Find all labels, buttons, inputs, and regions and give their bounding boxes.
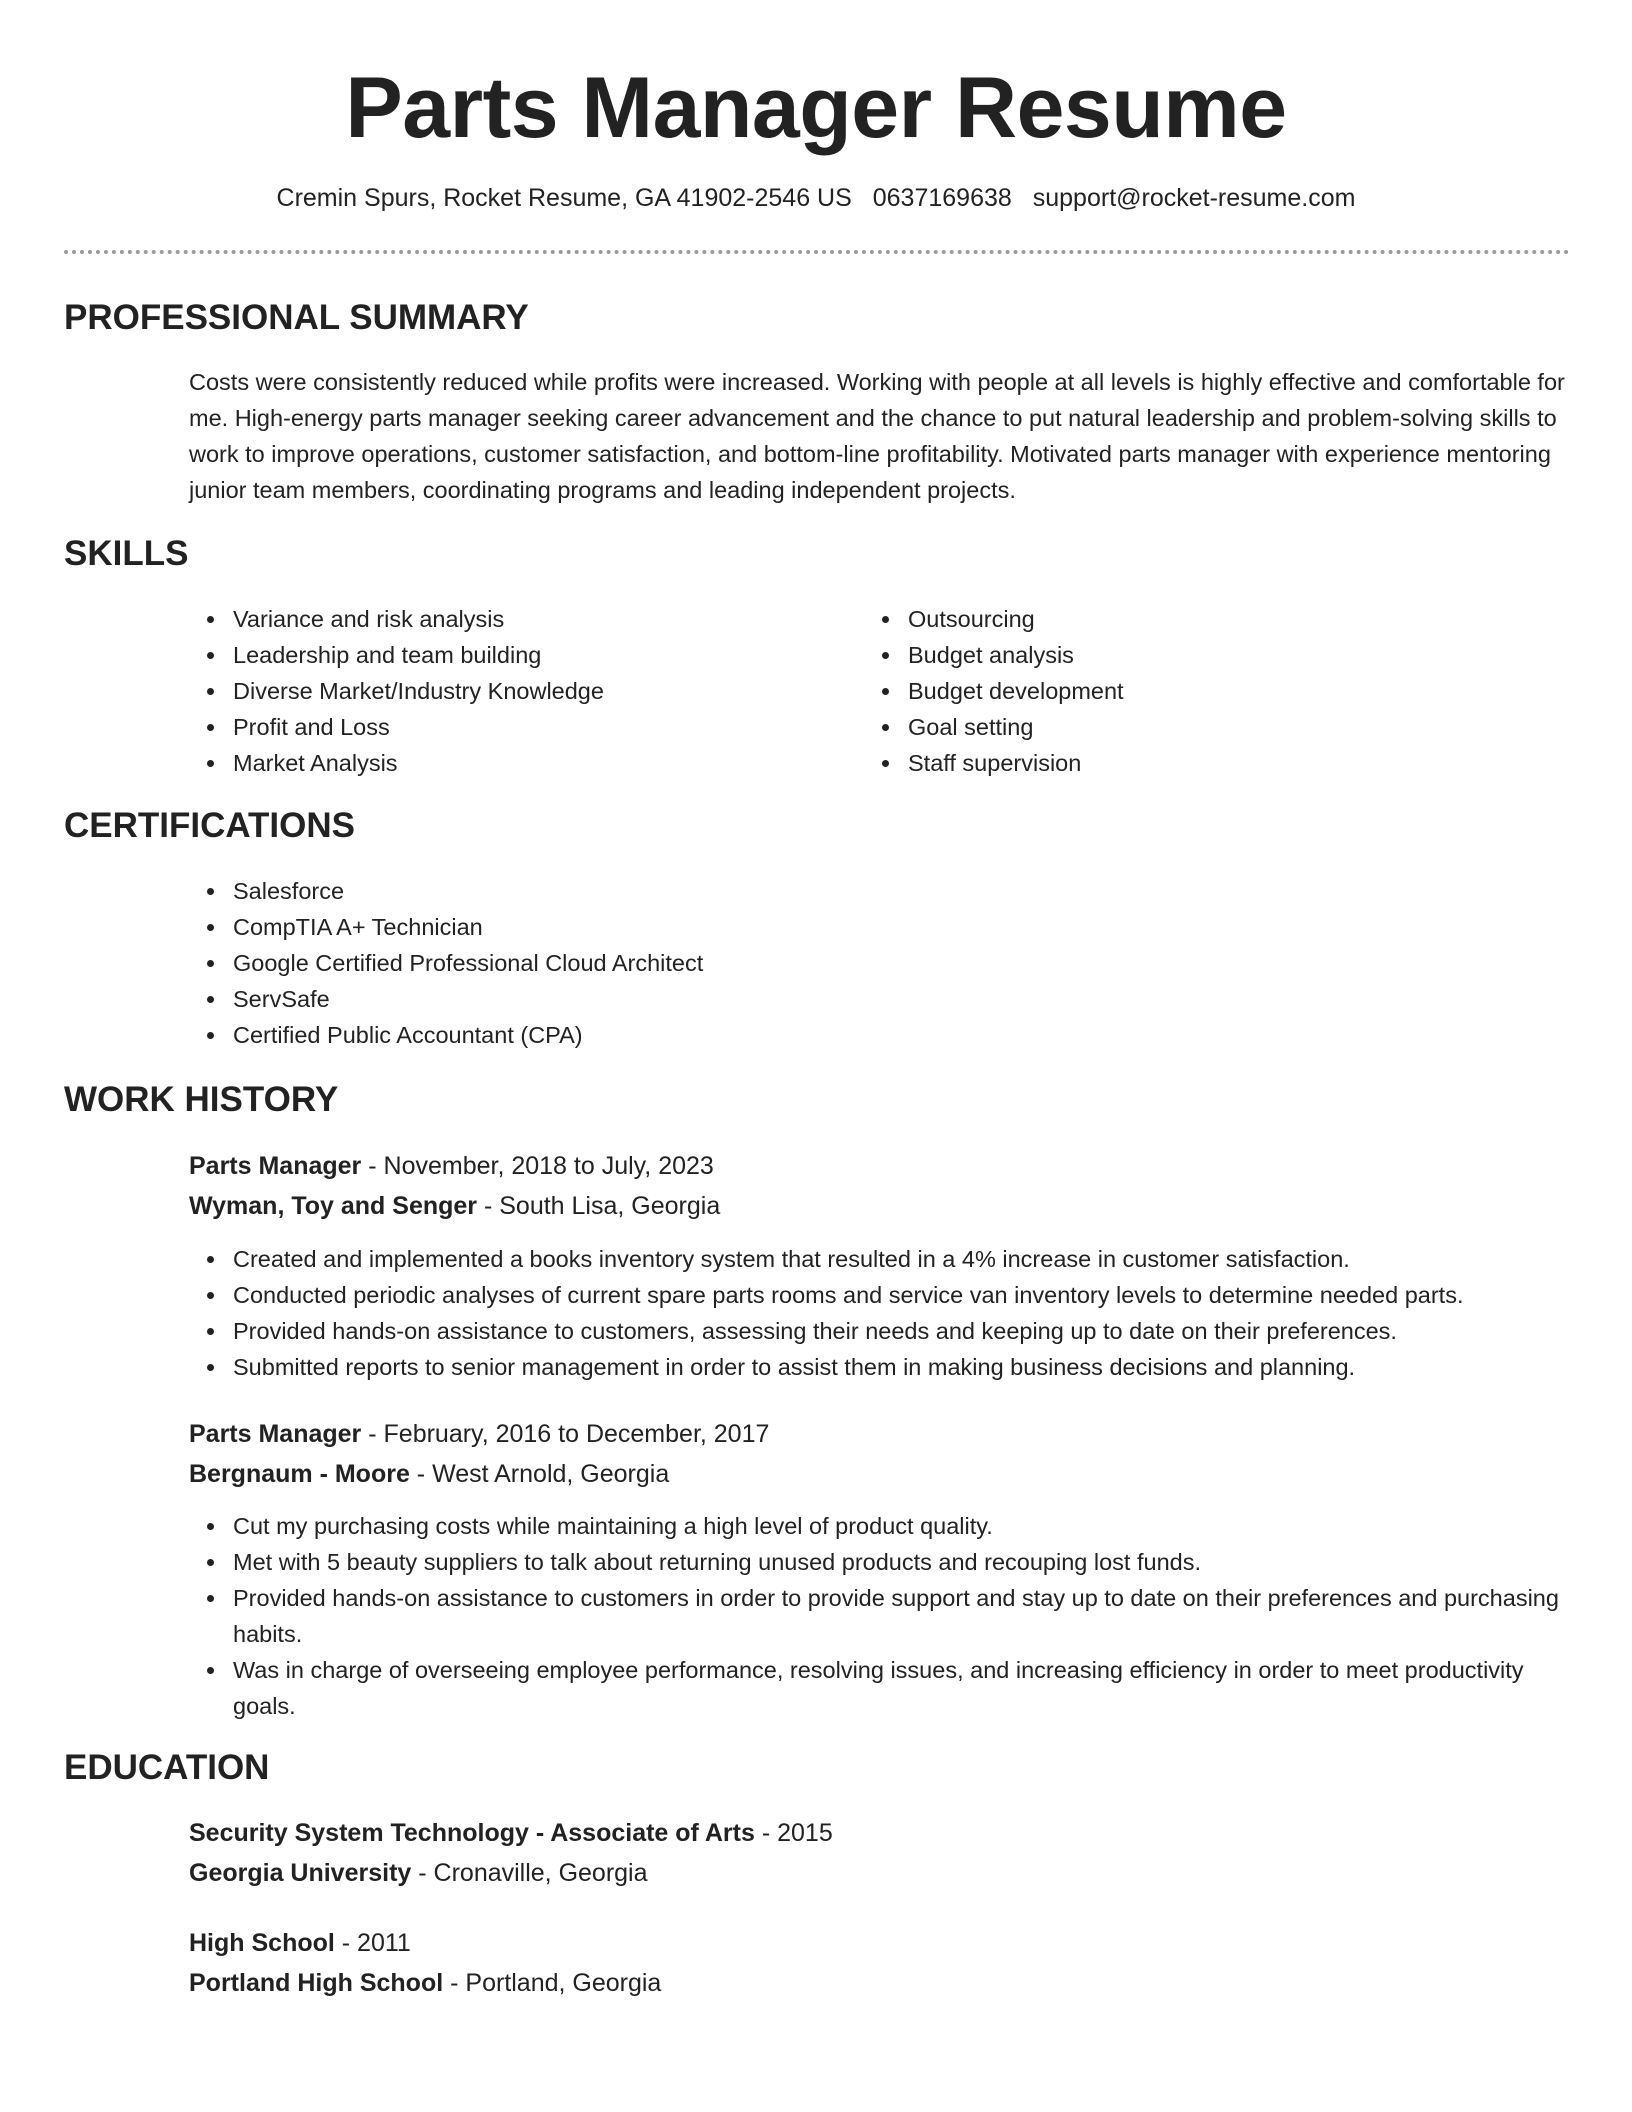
list-item: Google Certified Professional Cloud Architect bbox=[189, 945, 1089, 981]
education-degree-line bbox=[189, 1815, 833, 1851]
job-title: Parts Manager bbox=[189, 1420, 362, 1448]
job-company: Bergnaum - Moore bbox=[189, 1460, 410, 1488]
job-title-line bbox=[189, 1148, 714, 1184]
list-item: Created and implemented a books inventory system that resulted in a 4% increase in customer satisfaction. bbox=[189, 1241, 1569, 1277]
education-location: - Portland, Georgia bbox=[443, 1969, 662, 1997]
list-item: Cut my purchasing costs while maintaining a high level of product quality. bbox=[189, 1508, 1569, 1544]
list-item: Budget development bbox=[864, 673, 1504, 709]
job-location: - West Arnold, Georgia bbox=[409, 1460, 670, 1488]
education-school-line bbox=[189, 1965, 661, 2001]
header-divider bbox=[64, 250, 1570, 254]
page-title: Parts Manager Resume bbox=[345, 60, 1287, 156]
list-item: Outsourcing bbox=[864, 601, 1504, 637]
job-bullets bbox=[189, 1241, 1569, 1385]
list-item: Goal setting bbox=[864, 709, 1504, 745]
contact-address: Cremin Spurs, Rocket Resume, GA 41902-2546 US bbox=[276, 184, 852, 212]
contact-line bbox=[0, 180, 1632, 216]
list-item: Diverse Market/Industry Knowledge bbox=[189, 673, 829, 709]
section-heading-skills: SKILLS bbox=[64, 534, 189, 573]
list-item: Certified Public Accountant (CPA) bbox=[189, 1017, 1089, 1053]
certifications-list bbox=[189, 873, 1089, 1053]
summary-text: Costs were consistently reduced while profits were increased. Working with people at all levels is highly effective and comfortable for me. High-energy parts manager seeking career advancement and the chance to put natural leadership and problem-solving skills to work to improve operations, customer satisfaction, and bottom-line profitability. Motivated parts manager with experience mentoring junior team members, coordinating programs and leading independent projects. bbox=[189, 369, 1565, 503]
job-bullets bbox=[189, 1508, 1569, 1724]
job-dates: - November, 2018 to July, 2023 bbox=[361, 1152, 714, 1180]
job-location: - South Lisa, Georgia bbox=[477, 1192, 721, 1220]
section-heading-education: EDUCATION bbox=[64, 1748, 270, 1787]
list-item: Submitted reports to senior management in order to assist them in making business decisions and planning. bbox=[189, 1349, 1569, 1385]
education-location: - Cronaville, Georgia bbox=[411, 1859, 648, 1887]
list-item: Conducted periodic analyses of current spare parts rooms and service van inventory levels to determine needed parts. bbox=[189, 1277, 1569, 1313]
education-degree-line bbox=[189, 1925, 411, 1961]
education-degree: High School bbox=[189, 1929, 335, 1957]
list-item: CompTIA A+ Technician bbox=[189, 909, 1089, 945]
section-heading-work-history: WORK HISTORY bbox=[64, 1080, 339, 1119]
job-title-line bbox=[189, 1416, 769, 1452]
list-item: Staff supervision bbox=[864, 745, 1504, 781]
education-school-line bbox=[189, 1855, 648, 1891]
education-degree: Security System Technology - Associate of Arts bbox=[189, 1819, 755, 1847]
list-item: Leadership and team building bbox=[189, 637, 829, 673]
job-dates: - February, 2016 to December, 2017 bbox=[361, 1420, 770, 1448]
list-item: Provided hands-on assistance to customers, assessing their needs and keeping up to date on their preferences. bbox=[189, 1313, 1569, 1349]
skills-list-left bbox=[189, 601, 829, 781]
skills-list-right bbox=[864, 601, 1504, 781]
education-year: - 2011 bbox=[334, 1929, 411, 1957]
job-company: Wyman, Toy and Senger bbox=[189, 1192, 478, 1220]
list-item: Profit and Loss bbox=[189, 709, 829, 745]
list-item: Market Analysis bbox=[189, 745, 829, 781]
job-company-line bbox=[189, 1456, 669, 1492]
job-title: Parts Manager bbox=[189, 1152, 362, 1180]
list-item: Salesforce bbox=[189, 873, 1089, 909]
education-school: Georgia University bbox=[189, 1859, 412, 1887]
list-item: ServSafe bbox=[189, 981, 1089, 1017]
section-heading-certifications: CERTIFICATIONS bbox=[64, 806, 356, 845]
list-item: Met with 5 beauty suppliers to talk about returning unused products and recouping lost funds. bbox=[189, 1544, 1569, 1580]
list-item: Provided hands-on assistance to customers in order to provide support and stay up to date on their preferences and purchasing habits. bbox=[189, 1580, 1569, 1652]
contact-email: support@rocket-resume.com bbox=[1032, 184, 1356, 212]
list-item: Variance and risk analysis bbox=[189, 601, 829, 637]
education-school: Portland High School bbox=[189, 1969, 444, 1997]
contact-phone: 0637169638 bbox=[872, 184, 1012, 212]
list-item: Budget analysis bbox=[864, 637, 1504, 673]
list-item: Was in charge of overseeing employee performance, resolving issues, and increasing efficiency in order to meet productivity goals. bbox=[189, 1652, 1569, 1724]
education-year: - 2015 bbox=[754, 1819, 833, 1847]
job-company-line bbox=[189, 1188, 720, 1224]
section-heading-summary: PROFESSIONAL SUMMARY bbox=[64, 298, 529, 337]
